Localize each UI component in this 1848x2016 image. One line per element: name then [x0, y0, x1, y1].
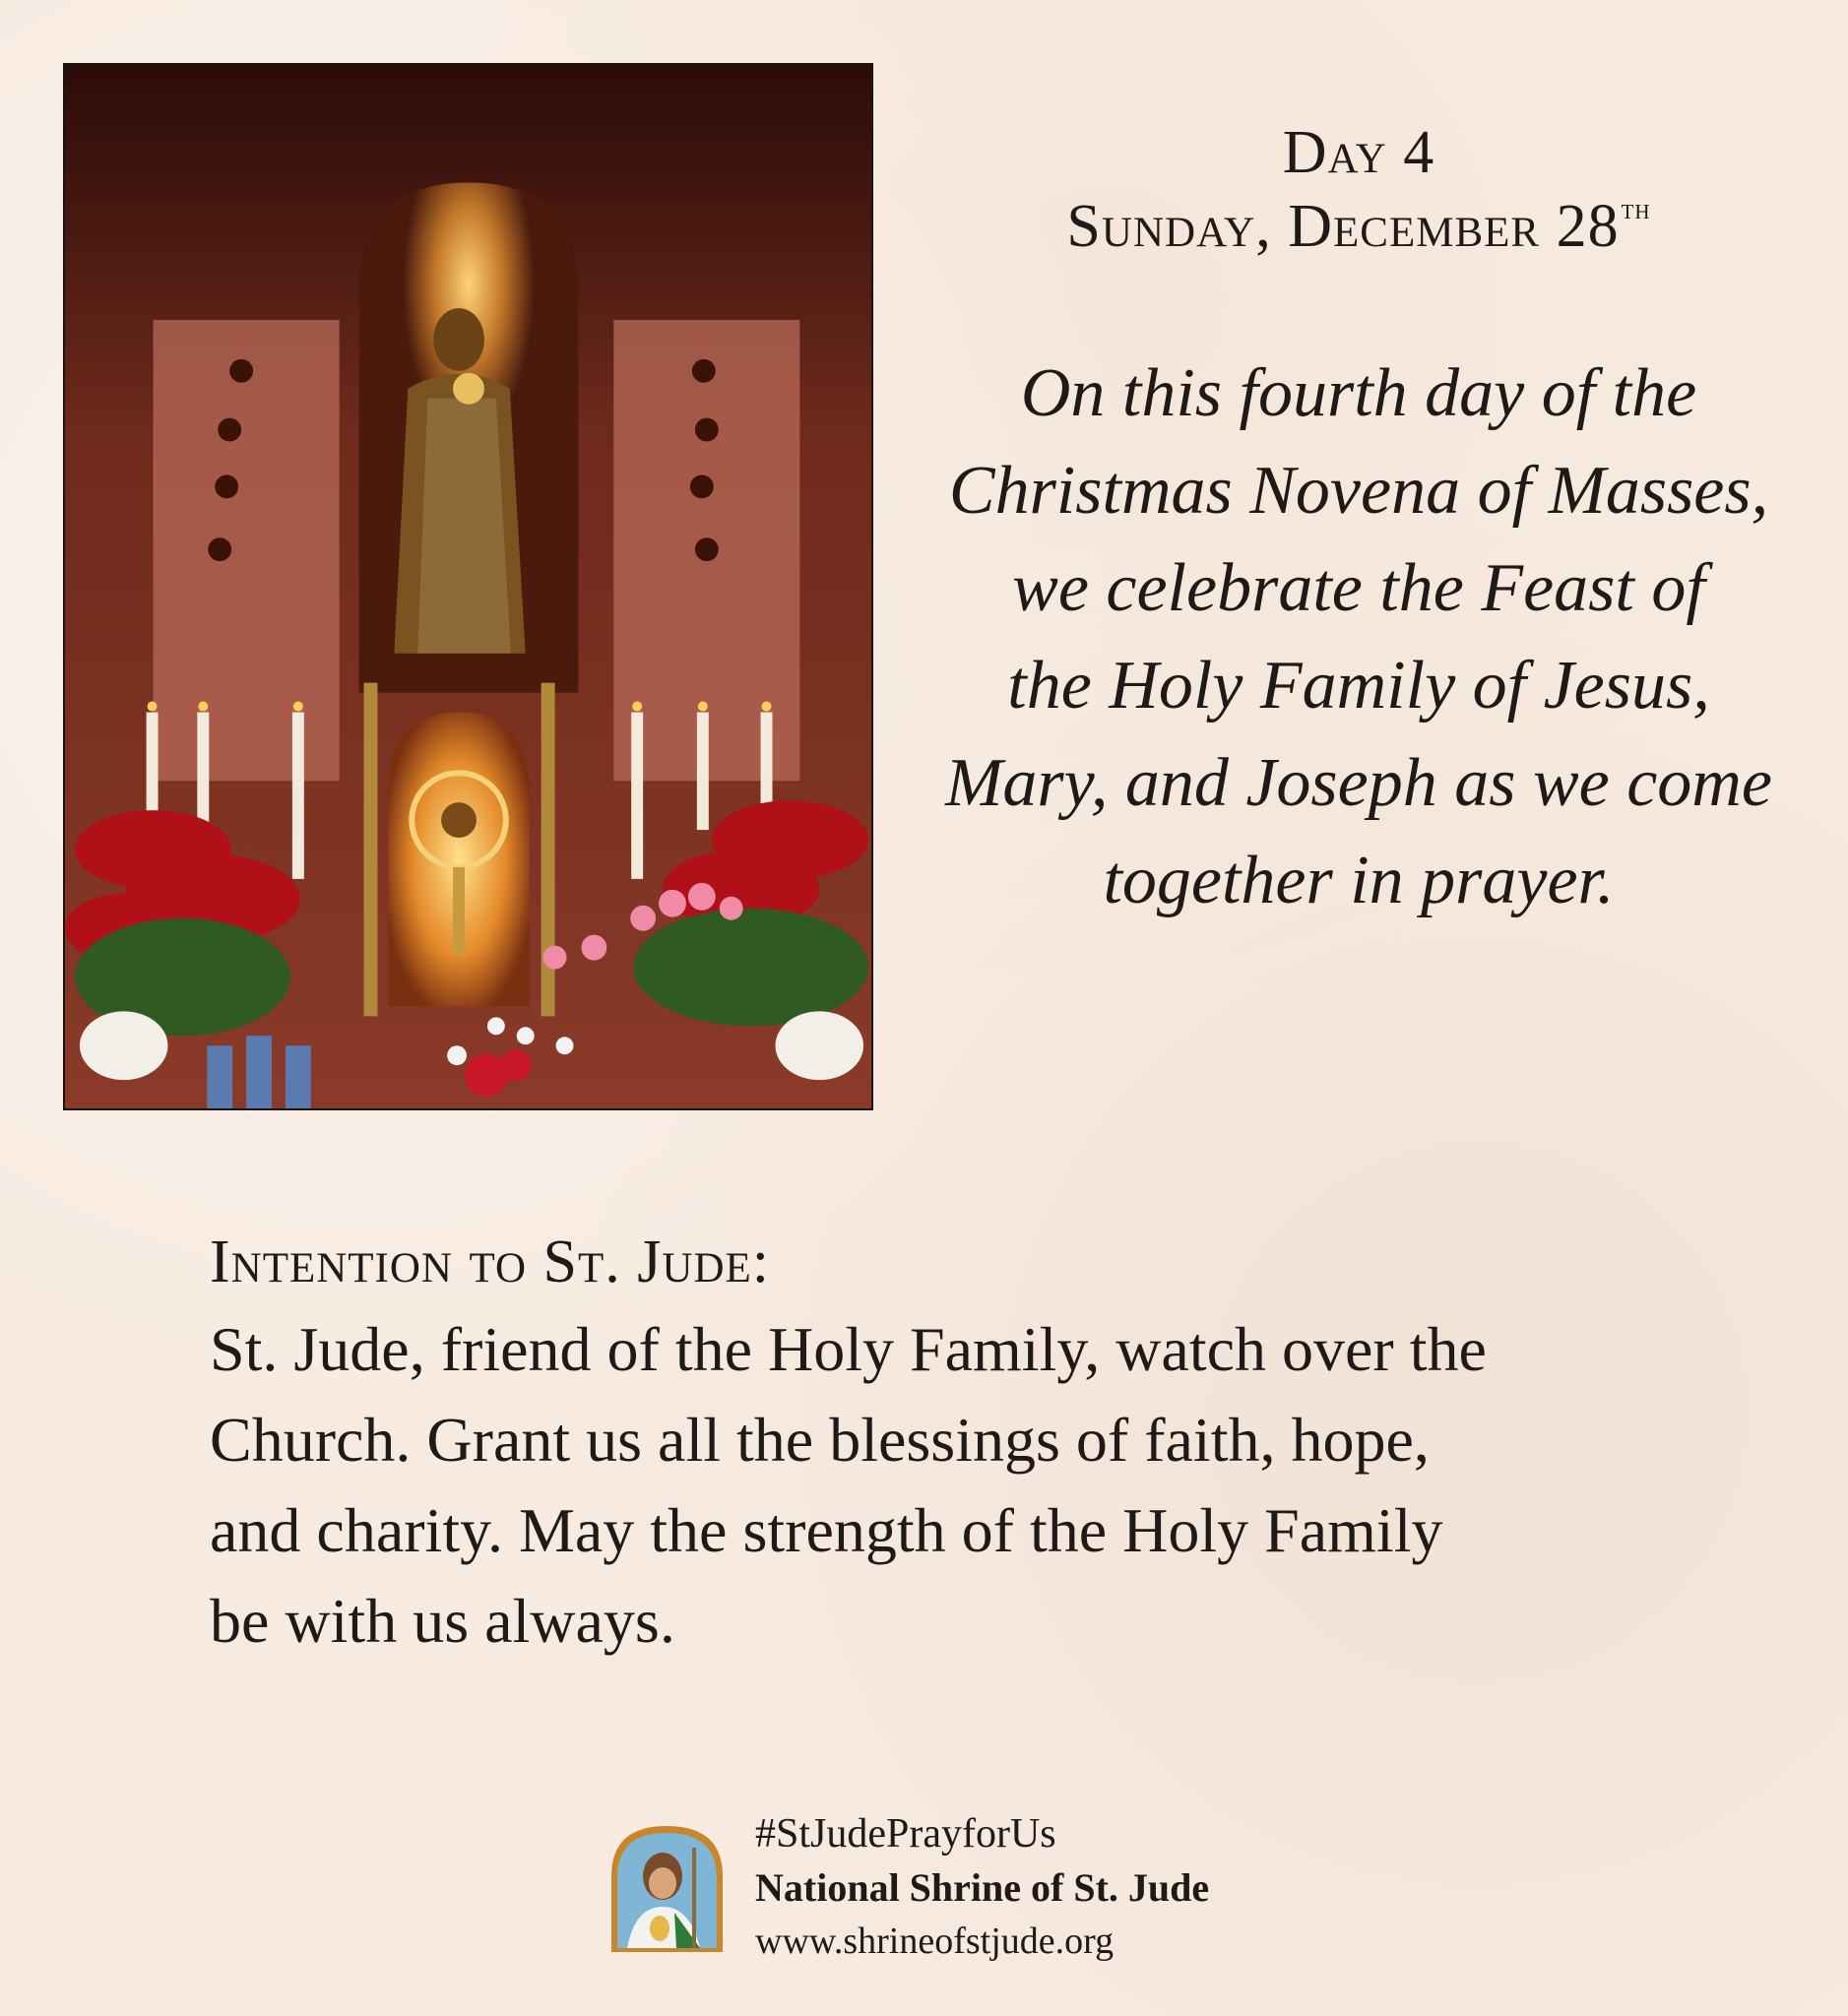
intention-section	[210, 1226, 1687, 1667]
novena-line: On this fourth day of the	[1020, 355, 1697, 431]
novena-line: Mary, and Joseph as we come	[945, 745, 1772, 821]
shrine-altar-photo	[63, 63, 873, 1110]
shrine-name: National Shrine of St. Jude	[755, 1865, 1210, 1910]
prayer-line: Church. Grant us all the blessings of faith, hope,	[210, 1405, 1430, 1476]
footer-text	[755, 1806, 1209, 1968]
footer	[605, 1806, 1354, 1984]
novena-line: Christmas Novena of Masses,	[948, 453, 1769, 529]
day-header	[925, 118, 1792, 263]
novena-line: we celebrate the Feast of	[1012, 550, 1705, 626]
day-number: Day 4	[1282, 119, 1435, 186]
website-link[interactable]: www.shrineofstjude.org	[755, 1921, 1115, 1962]
intention-prayer	[210, 1304, 1657, 1667]
novena-line: together in prayer.	[1103, 843, 1615, 918]
day-date	[925, 192, 1792, 262]
prayer-line: be with us always.	[210, 1586, 675, 1657]
prayer-line: St. Jude, friend of the Holy Family, watch over the	[210, 1314, 1487, 1385]
novena-line: the Holy Family of Jesus,	[1007, 648, 1710, 724]
date-ordinal-suffix: th	[1621, 193, 1651, 226]
intention-title: Intention to St. Jude:	[210, 1228, 770, 1295]
prayer-line: and charity. May the strength of the Holy Family	[210, 1495, 1443, 1566]
novena-description	[925, 345, 1792, 929]
date-text: Sunday, December 28	[1066, 193, 1620, 261]
hashtag: #StJudePrayforUs	[755, 1811, 1056, 1857]
st-jude-logo	[605, 1822, 729, 1955]
